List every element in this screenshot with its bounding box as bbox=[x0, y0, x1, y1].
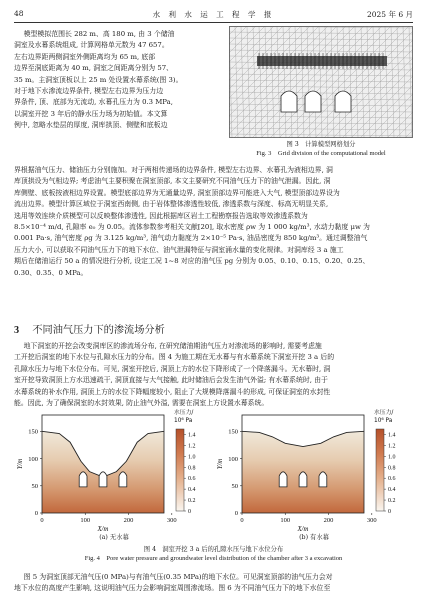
x-tick-label: 200 bbox=[123, 517, 134, 524]
x-tick-label: 200 bbox=[323, 517, 334, 524]
text-line: 洞室及水幕系统组成, 计算网格单元数为 47 657。 bbox=[14, 41, 169, 50]
section-number: 3 bbox=[14, 325, 20, 336]
text-line: 压力大小, 可以获取不同油气压力下的地下水位、油气泄漏特征与洞室涌水量的变化规律。对洞库经 3 a 施工 bbox=[14, 245, 344, 254]
figure4b-label: (b) 有水幕 bbox=[299, 534, 329, 541]
y-tick-label: 100 bbox=[28, 455, 38, 463]
text-line: 0.001 Pa·s, 油气密度 ρg 为 3.125 kg/m³, 油气动力黏度为 2×10⁻⁵ Pa·s, 油品密度为 850 kg/m³。通过调整油气 bbox=[14, 234, 368, 243]
text-line: 模型模拟范围长 282 m、高 180 m, 由 3 个储油 bbox=[23, 30, 175, 38]
colorbar-tick-label: 1.0 bbox=[388, 454, 396, 461]
cavern-2 bbox=[99, 472, 107, 487]
text-line: 地下洞室的开挖会改变洞库区的渗流场分布, 在研究储油期油气压力对渗流场的影响时, 需要考虑施 bbox=[23, 342, 322, 350]
colorbar-tick-label: 0.6 bbox=[388, 476, 396, 483]
colorbar-tick-label: 0 bbox=[188, 509, 191, 515]
running-header bbox=[14, 9, 413, 21]
colorbar-tick-label: 1.2 bbox=[388, 443, 396, 450]
colorbar-tick-label: 1.4 bbox=[388, 432, 396, 439]
cavern-1 bbox=[79, 472, 87, 487]
y-tick-label: 50 bbox=[31, 482, 38, 490]
text-line: 0.30、0.35、0 MPa。 bbox=[14, 268, 88, 277]
colorbar-tick-label: 0.2 bbox=[188, 498, 196, 505]
text-line: 图 5 为洞室顶部无油气压(0 MPa)与有油气压(0.35 MPa)的地下水位。可见洞室顶部的油气压力会对 bbox=[23, 573, 333, 581]
boundary-conditions-paragraph bbox=[14, 165, 413, 279]
colorbar-tick-label: 1.0 bbox=[188, 454, 196, 461]
colorbar-tick-label: 0 bbox=[388, 509, 391, 515]
pore-pressure-chart-with-curtain bbox=[214, 407, 414, 533]
y-tick-label: 0 bbox=[34, 510, 38, 518]
colorbar-tick-label: 0.8 bbox=[388, 465, 396, 472]
text-line: 库顶拱设为气相边界; 考虑油气主要积聚在洞室顶部, 本文主要研究不同油气压力下的油气泄漏。因此, 洞 bbox=[14, 177, 331, 186]
text-line: 室开挖导致洞顶上方水迅速疏干, 洞顶直接与大气接触, 此时储油后会发生油气外溢; 有水幕系统时, 由于 bbox=[14, 376, 328, 385]
colorbar-title: 水压力/ bbox=[374, 410, 394, 416]
figure4-caption bbox=[14, 545, 413, 563]
figure3-caption-cn: 图 3 计算模型网格划分 bbox=[286, 141, 356, 148]
x-axis-label: X/m bbox=[297, 526, 309, 533]
cavern-2 bbox=[305, 91, 321, 112]
cavern-1 bbox=[279, 472, 287, 487]
y-tick-label: 100 bbox=[228, 455, 238, 463]
left-column-text bbox=[14, 29, 219, 132]
colorbar-tick-label: 0.4 bbox=[388, 487, 396, 494]
header-rule bbox=[14, 22, 413, 23]
text-line: 孔隙水压力与地下水位分布。可见, 洞室开挖后, 洞顶上方的水位下降形成了一个降落漏斗。无水幕时, 洞 bbox=[14, 364, 331, 373]
page-number: 48 bbox=[14, 9, 24, 18]
text-line: 地下水位的高度产生影响, 这说明油气压力会影响洞室周围渗流场。图 6 为不同油气压力下的地下水位至 bbox=[14, 584, 331, 593]
text-line: 界根据油气压力、储油压力分别施加。对于两相传递场的边界条件, 模型左右边界、水幕孔为液相边界, 洞 bbox=[14, 166, 333, 174]
figure4-caption-en: Fig. 4 Pore water pressure and groundwater level distribution of the chamber after 3 a excavation bbox=[84, 555, 343, 562]
x-tick-label: 0 bbox=[240, 517, 244, 524]
computational-mesh-figure bbox=[229, 26, 413, 138]
cavern-1 bbox=[281, 91, 297, 112]
colorbar-tick-label: 0.6 bbox=[188, 476, 196, 483]
x-tick-label: 100 bbox=[280, 517, 291, 524]
y-axis-label: Y/m bbox=[217, 458, 224, 470]
text-line: 选用等效连续介质模型可以反映整体渗透性, 因此根据库区岩土工程勘察报告选取等效渗透系数为 bbox=[14, 211, 308, 220]
x-tick-label: 100 bbox=[80, 517, 91, 524]
text-line: 左右边界距两侧洞室外侧距离均为 65 m, 底部 bbox=[14, 52, 156, 61]
text-line: 例中, 忽略水垫层的厚度, 洞库拱顶、侧壁和底板边 bbox=[14, 121, 168, 130]
text-line: 工开挖后洞室的地下水位与孔隙水压力的分布。图 4 为施工期在无水幕与有水幕系统下洞室开挖 3 a 后的 bbox=[14, 353, 335, 362]
colorbar bbox=[376, 429, 384, 511]
x-tick-label: 300 bbox=[166, 517, 177, 524]
text-line: 以洞室开挖 3 年后的静水压力场为初始值。本文算 bbox=[14, 109, 168, 118]
y-tick-label: 50 bbox=[231, 482, 238, 490]
text-line: 库侧壁、底板按液相边界设置。模型底部边界为无通量边界, 洞室顶部边界可能进入大气, 模型顶部边界设为 bbox=[14, 188, 340, 197]
y-tick-label: 150 bbox=[28, 428, 38, 436]
text-line: 能。因此, 为了确保洞室的水封效果, 防止油气外溢, 需要在洞室上方设置水幕系统。 bbox=[14, 399, 269, 408]
x-axis-label: X/m bbox=[97, 526, 109, 533]
colorbar-unit: 10⁶ Pa bbox=[174, 418, 193, 424]
figure3-caption bbox=[229, 140, 413, 158]
figure4-caption-cn: 图 4 洞室开挖 3 a 后的孔隙水压与地下水位分布 bbox=[143, 546, 284, 553]
water-curtain-mesh-band bbox=[257, 56, 387, 66]
figure4a-label: (a) 无水幕 bbox=[99, 534, 129, 541]
y-axis-label: Y/m bbox=[17, 458, 24, 470]
colorbar-tick-label: 0.8 bbox=[188, 465, 196, 472]
cavern-3 bbox=[119, 472, 127, 487]
text-line: 水幕系统的补水作用, 洞顶上方的水位下降幅度较小, 阻止了大规模降落漏斗的形成, 可保证洞室的水封性 bbox=[14, 387, 331, 396]
pore-pressure-chart-no-curtain bbox=[14, 407, 214, 533]
section-heading bbox=[14, 321, 165, 336]
journal-title: 水 利 水 运 工 程 学 报 bbox=[152, 10, 275, 19]
cavern-3 bbox=[319, 472, 327, 487]
y-tick-label: 150 bbox=[228, 428, 238, 436]
colorbar-tick-label: 1.4 bbox=[188, 432, 196, 439]
figure3-caption-en: Fig. 3 Grid division of the computational model bbox=[256, 150, 386, 157]
colorbar bbox=[176, 429, 184, 511]
issue-date: 2025 年 6 月 bbox=[366, 10, 413, 19]
y-tick-label: 0 bbox=[234, 510, 238, 518]
colorbar-tick-label: 0.4 bbox=[188, 487, 196, 494]
seepage-analysis-paragraph bbox=[14, 341, 413, 409]
text-line: 边界至洞底距离为 40 m, 洞室之间距离分别为 57、 bbox=[14, 64, 174, 73]
cavern-3 bbox=[335, 91, 351, 112]
colorbar-unit: 10⁶ Pa bbox=[374, 418, 393, 424]
text-line: 对于地下水渗流边界条件, 模型左右边界为压力边 bbox=[14, 87, 164, 96]
groundwater-level-paragraph bbox=[14, 572, 413, 595]
text-line: 8.5×10⁻⁴ m/d, 孔隙率 e₀ 为 0.05。流体参数参考相关文献[20], 取水密度 ρw 为 1 000 kg/m³, 水动力黏度 μw 为 bbox=[14, 223, 370, 232]
text-line: 界条件, 顶、底部为无流动, 水幕孔压力为 0.3 MPa, bbox=[14, 98, 173, 107]
x-tick-label: 300 bbox=[366, 517, 377, 524]
text-line: 流出边界。模型计算区域位于洞室西南侧, 由于岩体整体渗透性较低, 渗透系数与深度、标高无明显关系, bbox=[14, 200, 329, 209]
colorbar-title: 水压力/ bbox=[174, 410, 194, 416]
text-line: 期后在储油运行 50 a 的情况进行分析, 设定工况 1~8 对应的油气压 pg 分别为 0.05、0.10、0.15、0.20、0.25、 bbox=[14, 257, 370, 266]
cavern-2 bbox=[299, 472, 307, 487]
text-line: 35 m。主洞室顶板以上 25 m 处设置水幕系统(图 3)。 bbox=[14, 75, 183, 84]
colorbar-tick-label: 1.2 bbox=[188, 443, 196, 450]
section-title: 不同油气压力下的渗流场分析 bbox=[32, 325, 165, 336]
colorbar-tick-label: 0.2 bbox=[388, 498, 396, 505]
x-tick-label: 0 bbox=[40, 517, 44, 524]
